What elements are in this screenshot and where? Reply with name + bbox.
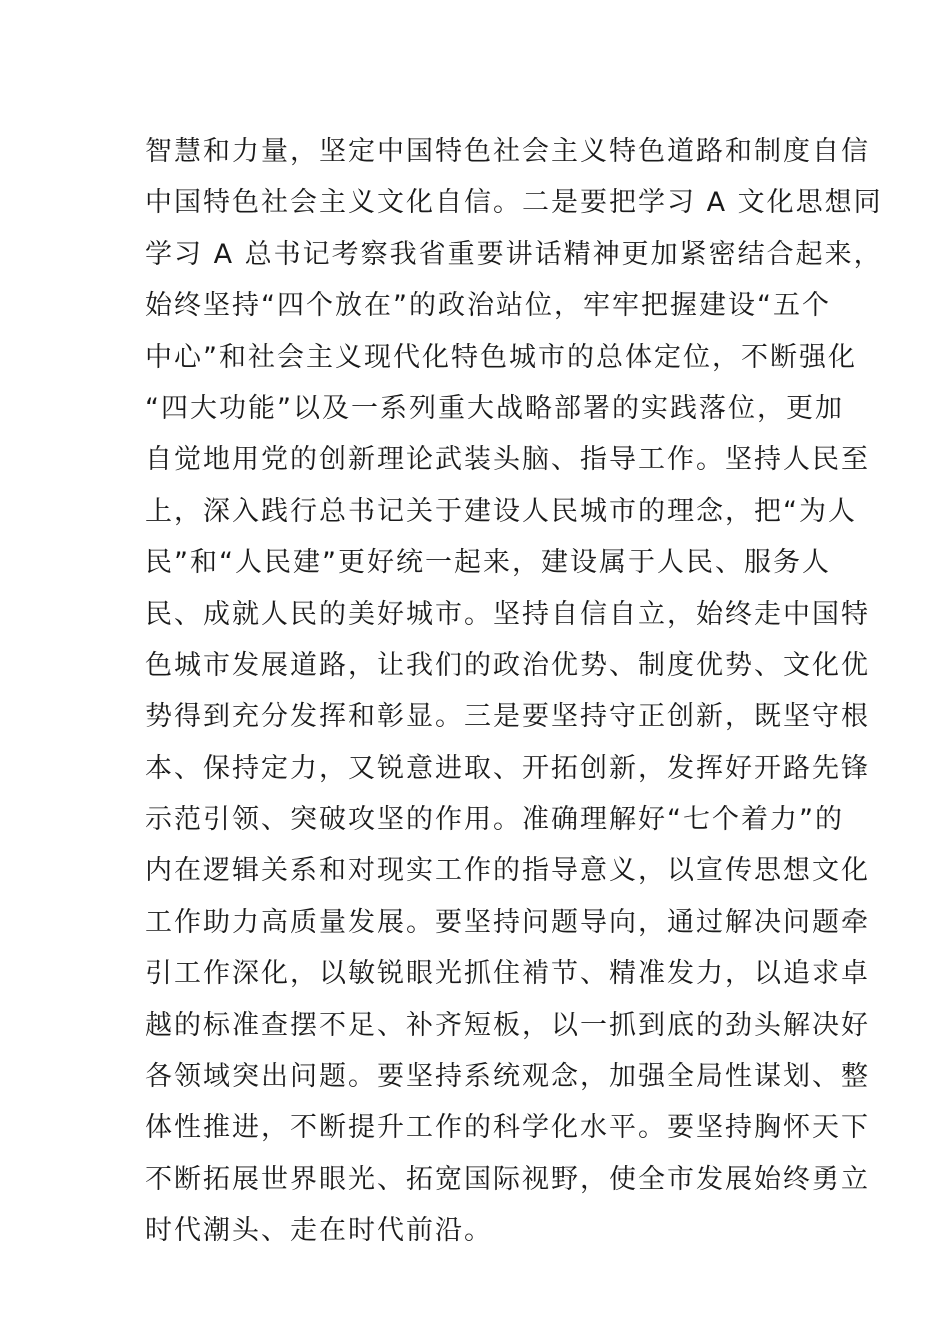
text-line: 学习 A 总书记考察我省重要讲话精神更加紧密结合起来， xyxy=(145,238,883,270)
text-line: 上，深入践行总书记关于建设人民城市的理念，把“为人 xyxy=(145,495,857,527)
text-line: 本、保持定力，又锐意进取、开拓创新，发挥好开路先锋 xyxy=(145,752,870,784)
text-line: “四大功能”以及一系列重大战略部署的实践落位，更加 xyxy=(145,392,844,424)
body-paragraph xyxy=(145,126,883,1257)
text-line: 各领域突出问题。要坚持系统观念，加强全局性谋划、整 xyxy=(145,1061,870,1093)
text-line: 民”和“人民建”更好统一起来，建设属于人民、服务人 xyxy=(145,547,831,579)
text-line: 始终坚持“四个放在”的政治站位，牢牢把握建设“五个 xyxy=(145,290,831,322)
text-line: 自觉地用党的创新理论武装头脑、指导工作。坚持人民至 xyxy=(145,444,870,476)
text-line: 越的标准查摆不足、补齐短板，以一抓到底的劲头解决好 xyxy=(145,1009,870,1041)
text-line: 体性推进，不断提升工作的科学化水平。要坚持胸怀天下 xyxy=(145,1112,870,1144)
text-line: 工作助力高质量发展。要坚持问题导向，通过解决问题牵 xyxy=(145,906,870,938)
text-line: 势得到充分发挥和彰显。三是要坚持守正创新，既坚守根 xyxy=(145,701,870,733)
text-line: 中心”和社会主义现代化特色城市的总体定位，不断强化 xyxy=(145,341,857,373)
text-line: 不断拓展世界眼光、拓宽国际视野，使全市发展始终勇立 xyxy=(145,1163,870,1195)
text-line: 时代潮头、走在时代前沿。 xyxy=(145,1215,493,1247)
text-line: 色城市发展道路，让我们的政治优势、制度优势、文化优 xyxy=(145,649,870,681)
text-line: 引工作深化，以敏锐眼光抓住褃节、精准发力，以追求卓 xyxy=(145,958,870,990)
text-line: 示范引领、突破攻坚的作用。准确理解好“七个着力”的 xyxy=(145,804,844,836)
text-line: 民、成就人民的美好城市。坚持自信自立，始终走中国特 xyxy=(145,598,870,630)
text-line: 内在逻辑关系和对现实工作的指导意义，以宣传思想文化 xyxy=(145,855,870,887)
text-line: 智慧和力量，坚定中国特色社会主义特色道路和制度自信 xyxy=(145,136,870,167)
text-line: 中国特色社会主义文化自信。二是要把学习 A 文化思想同 xyxy=(145,187,883,219)
